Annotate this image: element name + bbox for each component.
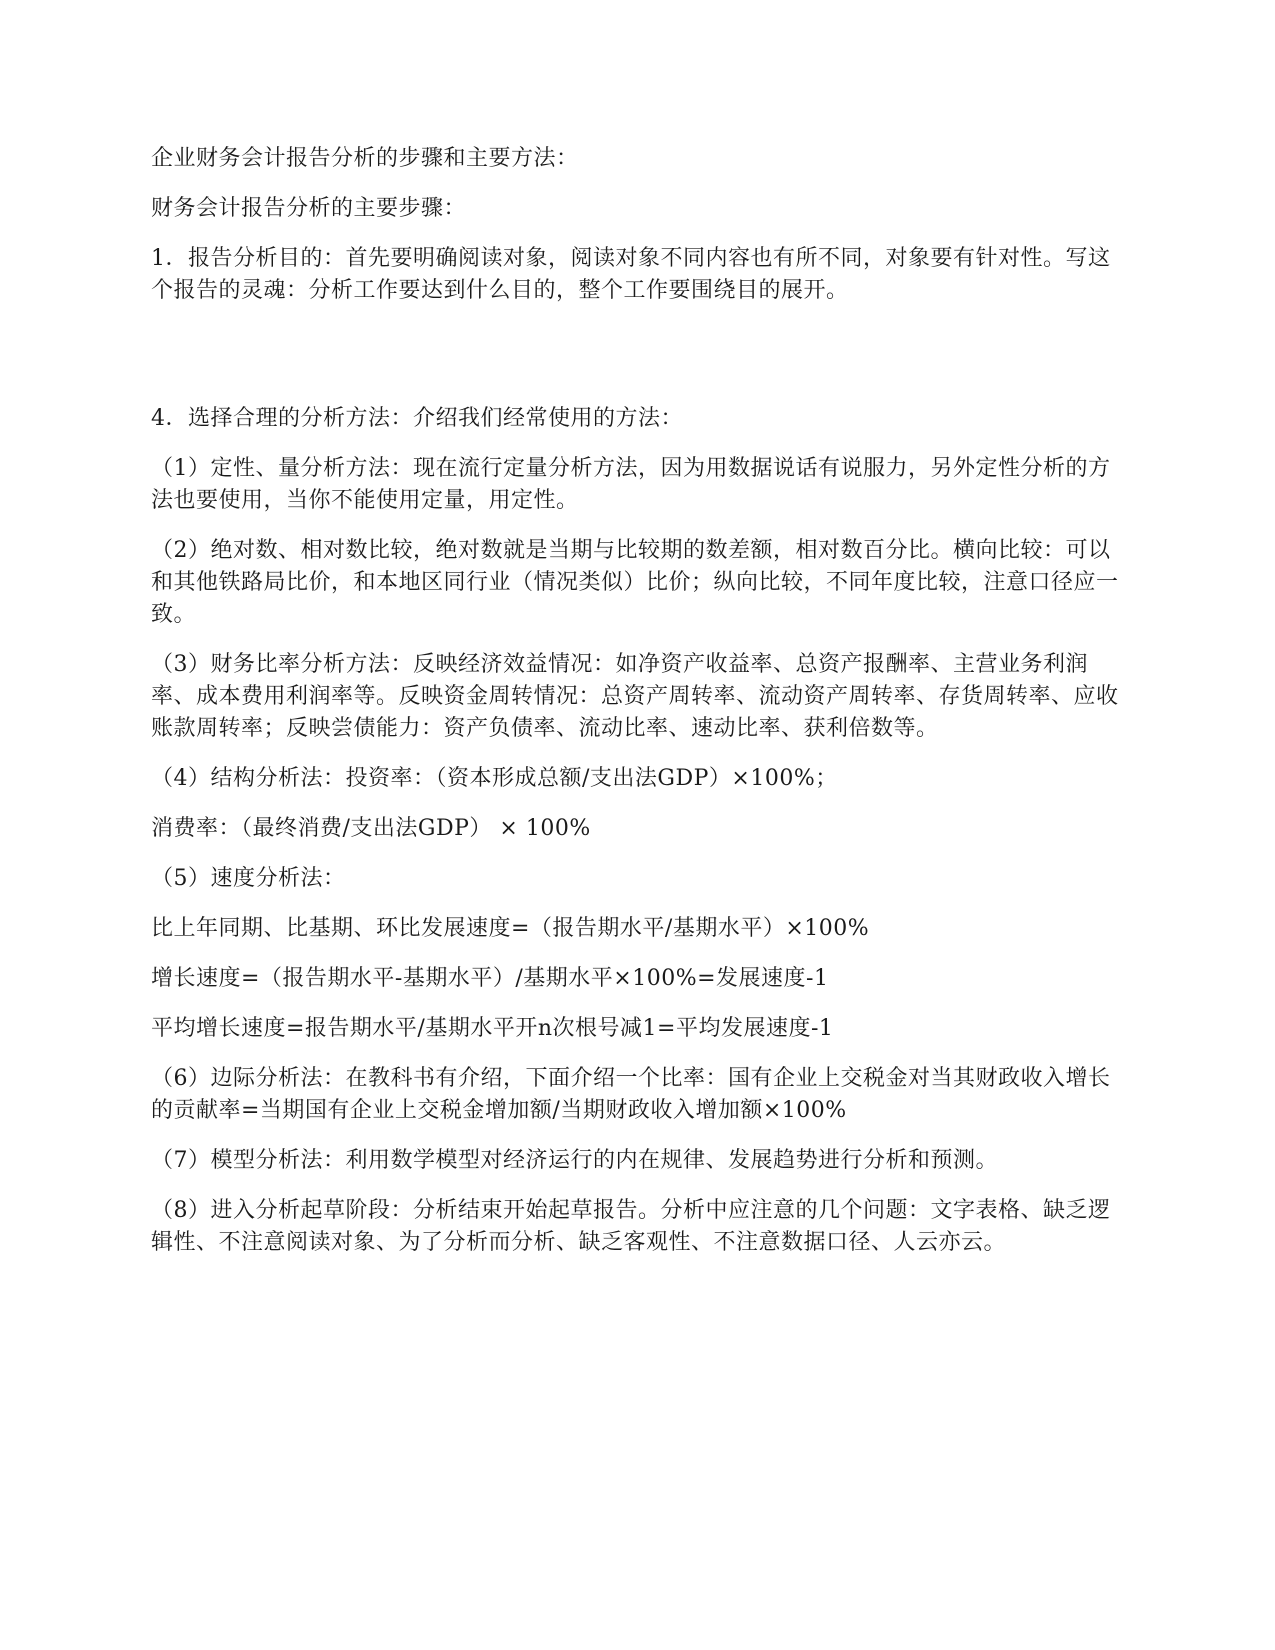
method-7-paragraph: （7）模型分析法：利用数学模型对经济运行的内在规律、发展趋势进行分析和预测。	[151, 1148, 998, 1173]
method-5-paragraph: （5）速度分析法：	[151, 866, 346, 891]
document-body	[151, 143, 1131, 1277]
method-8-paragraph: （8）进入分析起草阶段：分析结束开始起草报告。分析中应注意的几个问题：文字表格、缺乏逻辑性、不注意阅读对象、为了分析而分析、缺乏客观性、不注意数据口径、人云亦云。	[151, 1198, 1111, 1255]
method-5-average-growth-formula: 平均增长速度=报告期水平/基期水平开n次根号减1=平均发展速度-1	[151, 1016, 834, 1041]
step-4-paragraph: 4．选择合理的分析方法：介绍我们经常使用的方法：	[151, 406, 683, 431]
step-1-paragraph: 1．报告分析目的：首先要明确阅读对象，阅读对象不同内容也有所不同，对象要有针对性。写这个报告的灵魂：分析工作要达到什么目的，整个工作要围绕目的展开。	[151, 246, 1111, 303]
method-4-paragraph: （4）结构分析法：投资率：（资本形成总额/支出法GDP）×100%；	[151, 766, 838, 791]
method-3-paragraph: （3）财务比率分析方法：反映经济效益情况：如净资产收益率、总资产报酬率、主营业务利润率、成本费用利润率等。反映资金周转情况：总资产周转率、流动资产周转率、存货周转率、应收账款周转率；反映尝债能力：资产负债率、流动比率、速动比率、获利倍数等。	[151, 652, 1119, 741]
method-2-paragraph: （2）绝对数、相对数比较，绝对数就是当期与比较期的数差额，相对数百分比。横向比较：可以和其他铁路局比价，和本地区同行业（情况类似）比价；纵向比较，不同年度比较，注意口径应一致。	[151, 538, 1119, 627]
method-5-development-speed-formula: 比上年同期、比基期、环比发展速度=（报告期水平/基期水平）×100%	[151, 916, 870, 941]
method-4-consumption-formula: 消费率：（最终消费/支出法GDP） × 100%	[151, 816, 591, 841]
method-5-growth-speed-formula: 增长速度=（报告期水平-基期水平）/基期水平×100%=发展速度-1	[151, 966, 829, 991]
document-title: 企业财务会计报告分析的步骤和主要方法：	[151, 146, 579, 171]
method-6-paragraph: （6）边际分析法：在教科书有介绍，下面介绍一个比率：国有企业上交税金对当其财政收入增长的贡献率=当期国有企业上交税金增加额/当期财政收入增加额×100%	[151, 1066, 1111, 1123]
method-1-paragraph: （1）定性、量分析方法：现在流行定量分析方法，因为用数据说话有说服力，另外定性分析的方法也要使用，当你不能使用定量，用定性。	[151, 456, 1111, 513]
blank-gap	[151, 325, 1131, 403]
section-heading-steps: 财务会计报告分析的主要步骤：	[151, 196, 467, 221]
